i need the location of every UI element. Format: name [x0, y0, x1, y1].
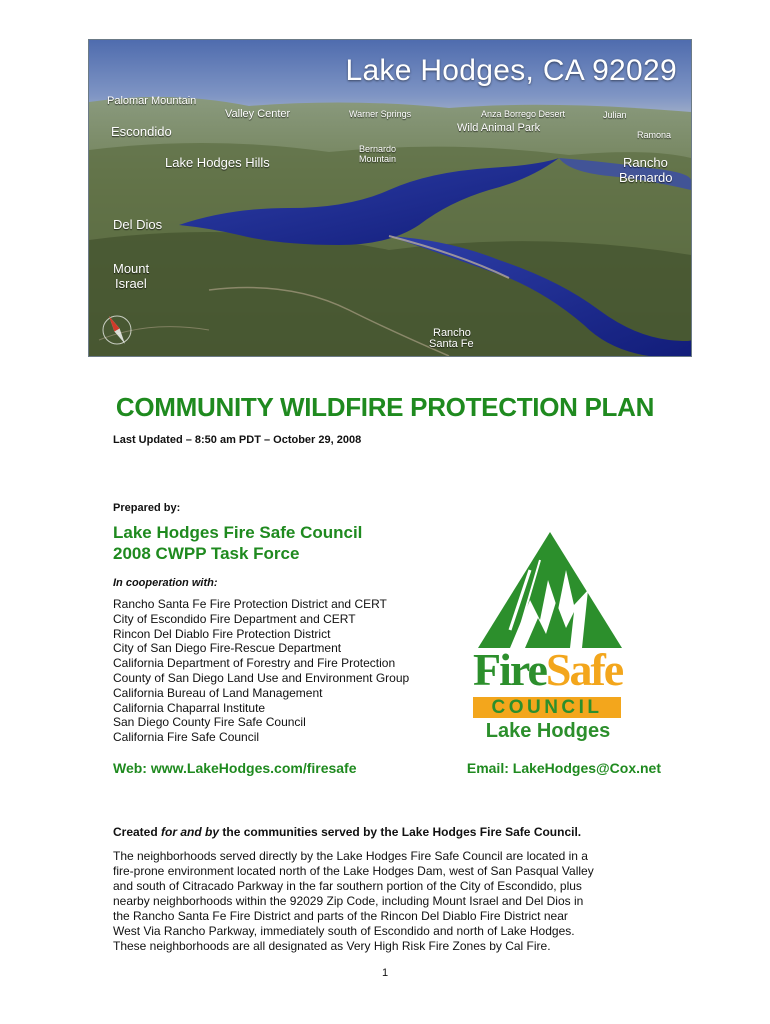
body-line: and south of Citracado Parkway in the far southern portion of the City of Escondido, plus [113, 879, 582, 893]
map-label-rancho-santa-fe-2: Santa Fe [429, 338, 474, 350]
organization-line-2: 2008 CWPP Task Force [113, 544, 300, 563]
map-label-escondido: Escondido [111, 124, 172, 139]
map-label-rancho-bernardo-1: Rancho [623, 155, 668, 170]
partner-item: California Department of Forestry and Fire Protection [113, 656, 396, 671]
map-label-mount-israel-2: Israel [115, 276, 147, 291]
partner-item: California Fire Safe Council [113, 730, 260, 745]
partner-item: County of San Diego Land Use and Environment Group [113, 670, 410, 685]
map-label-julian: Julian [603, 110, 627, 120]
body-line: the Rancho Santa Fe Fire District and parts of the Rincon Del Diablo Fire District near [113, 909, 568, 923]
partner-item: California Chaparral Institute [113, 700, 266, 715]
body-line: The neighborhoods served directly by the Lake Hodges Fire Safe Council are located in a [113, 849, 588, 863]
organization-name [113, 522, 362, 564]
map-label-ramona: Ramona [637, 130, 672, 140]
created-part-2: the communities served by the Lake Hodges Fire Safe Council. [219, 825, 582, 839]
body-line: These neighborhoods are all designated as Very High Risk Fire Zones by Cal Fire. [113, 939, 551, 953]
partner-list [113, 597, 409, 745]
map-label-bernardo-mountain-2: Mountain [359, 154, 397, 164]
organization-line-1: Lake Hodges Fire Safe Council [113, 523, 363, 542]
partner-item: City of San Diego Fire-Rescue Department [113, 641, 342, 656]
created-part-1: Created [113, 825, 162, 839]
logo-firesafe-text [473, 644, 623, 695]
prepared-by-label: Prepared by: [113, 502, 181, 514]
email-link[interactable]: Email: LakeHodges@Cox.net [466, 760, 661, 776]
map-label-rancho-santa-fe-1: Rancho [433, 327, 471, 339]
flame-triangle-icon [470, 530, 630, 650]
fire-safe-council-logo [470, 530, 630, 750]
body-paragraph [113, 849, 653, 954]
partner-item: San Diego County Fire Safe Council [113, 715, 306, 730]
map-label-bernardo-mountain-1: Bernardo [359, 144, 397, 154]
created-italic: for and by [161, 825, 220, 839]
hero-title: Lake Hodges, CA 92029 [345, 54, 677, 87]
partner-item: City of Escondido Fire Department and CERT [113, 611, 356, 626]
partner-item: California Bureau of Land Management [113, 685, 323, 700]
compass-icon [97, 310, 137, 350]
map-label-palomar: Palomar Mountain [107, 95, 197, 107]
logo-safe-word: Safe [545, 644, 623, 695]
partner-item: Rincon Del Diablo Fire Protection District [113, 626, 331, 641]
map-label-del-dios: Del Dios [113, 217, 163, 232]
map-label-anza-borrego: Anza Borrego Desert [481, 109, 566, 119]
map-label-wild-animal-park: Wild Animal Park [457, 122, 541, 134]
body-line: fire-prone environment located north of the Lake Hodges Dam, west of San Pasqual Valley [113, 864, 594, 878]
website-link[interactable]: Web: www.LakeHodges.com/firesafe [113, 760, 357, 776]
page-number: 1 [381, 967, 389, 979]
document-title: COMMUNITY WILDFIRE PROTECTION PLAN [115, 392, 655, 422]
last-updated: Last Updated – 8:50 am PDT – October 29, 2008 [113, 434, 362, 446]
partner-item: Rancho Santa Fe Fire Protection District and CERT [113, 597, 387, 611]
map-label-rancho-bernardo-2: Bernardo [619, 170, 673, 185]
cooperation-label: In cooperation with: [113, 577, 218, 589]
map-label-lake-hodges-hills: Lake Hodges Hills [165, 155, 270, 170]
map-label-mount-israel-1: Mount [113, 261, 150, 276]
body-line: nearby neighborhoods within the 92029 Zip Code, including Mount Israel and Del Dios in [113, 894, 584, 908]
map-label-warner-springs: Warner Springs [349, 109, 412, 119]
logo-council-bar: COUNCIL [473, 697, 621, 718]
map-label-valley-center: Valley Center [225, 108, 291, 120]
logo-fire-word: Fire [473, 644, 546, 695]
logo-lake-hodges: Lake Hodges [485, 720, 611, 742]
created-statement [113, 825, 581, 839]
body-line: West Via Rancho Parkway, immediately south of Escondido and north of Lake Hodges. [113, 924, 575, 938]
aerial-map-image [88, 39, 692, 357]
